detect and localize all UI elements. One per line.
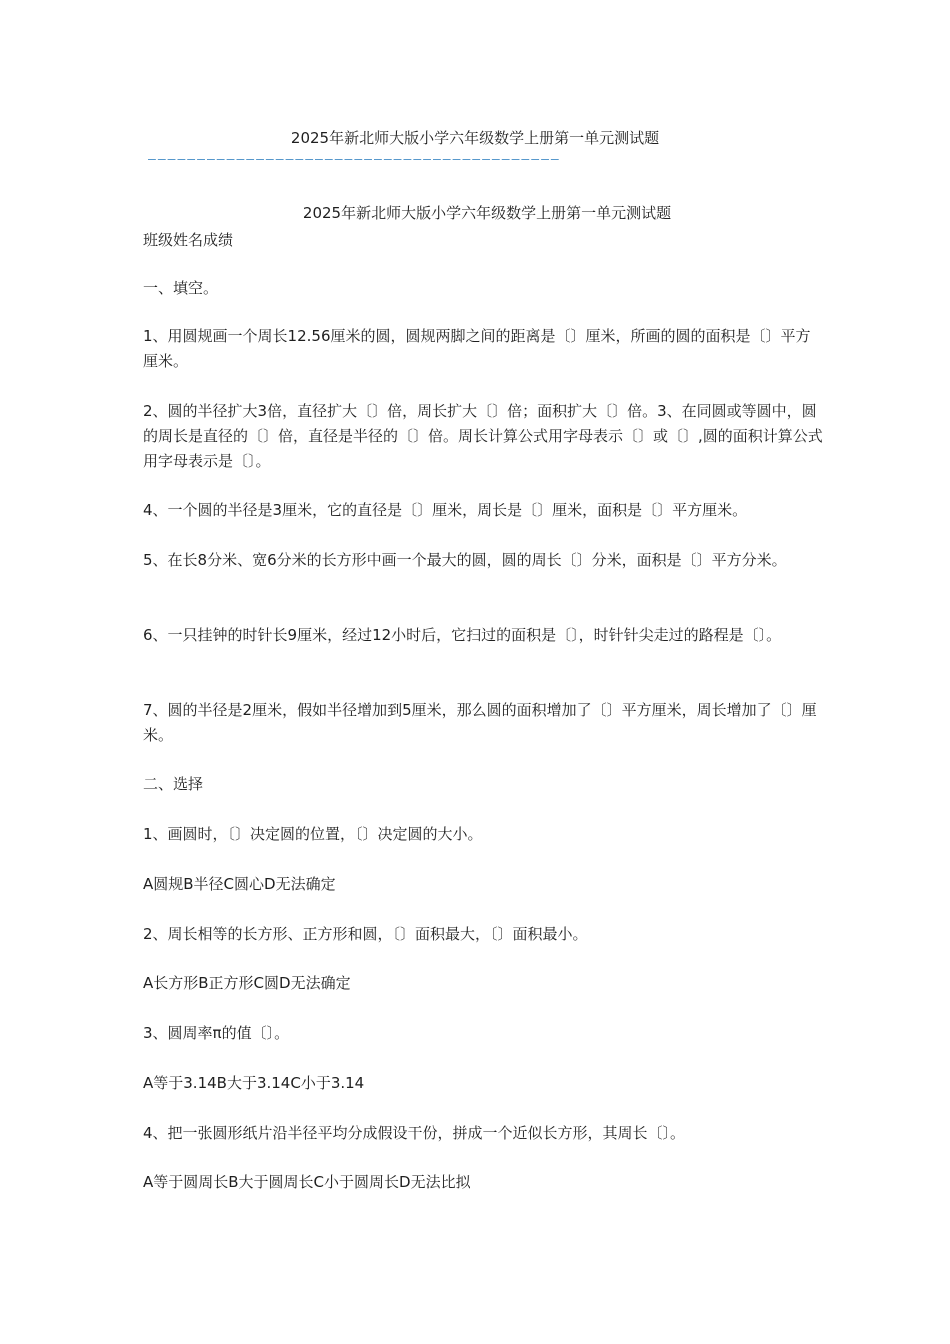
- question-choice-1-options: A圆规B半径C圆心D无法确定: [143, 875, 336, 893]
- question-choice-4: 4、把一张圆形纸片沿半径平均分成假设干份，拼成一个近似长方形，其周长〔〕。: [143, 1124, 686, 1142]
- section-heading-choice: 二、选择: [143, 775, 204, 793]
- question-fill-5: 5、在长8分米、宽6分米的长方形中画一个最大的圆，圆的周长〔〕分米，面积是〔〕平方分米。: [143, 551, 787, 569]
- document-title: 2025年新北师大版小学六年级数学上册第一单元测试题: [302, 204, 672, 222]
- question-fill-2-3: 2、圆的半径扩大3倍，直径扩大〔〕倍，周长扩大〔〕倍；面积扩大〔〕倍。3、在同圆或等圆中，圆的周长是直径的〔〕倍，直径是半径的〔〕倍。周长计算公式用字母表示〔〕或〔〕,圆的面积计算公式用字母表示是〔〕。: [143, 402, 823, 470]
- header-title: 2025年新北师大版小学六年级数学上册第一单元测试题: [290, 129, 660, 147]
- question-fill-6: 6、一只挂钟的时针长9厘米，经过12小时后，它扫过的面积是〔〕，时针针尖走过的路程是〔〕。: [143, 626, 782, 644]
- header-divider: ——————————————————————————————————————————: [148, 152, 561, 166]
- question-choice-2: 2、周长相等的长方形、正方形和圆，〔〕面积最大，〔〕面积最小。: [143, 925, 588, 943]
- question-fill-1: 1、用圆规画一个周长12.56厘米的圆，圆规两脚之间的距离是〔〕厘米，所画的圆的面积是〔〕平方厘米。: [143, 327, 811, 370]
- student-info-line: 班级姓名成绩: [143, 231, 234, 249]
- question-choice-4-options: A等于圆周长B大于圆周长C小于圆周长D无法比拟: [143, 1173, 471, 1191]
- question-fill-7: 7、圆的半径是2厘米，假如半径增加到5厘米，那么圆的面积增加了〔〕平方厘米，周长增加了〔〕厘米。: [143, 701, 817, 744]
- question-choice-1: 1、画圆时，〔〕决定圆的位置，〔〕决定圆的大小。: [143, 825, 483, 843]
- question-choice-2-options: A长方形B正方形C圆D无法确定: [143, 974, 351, 992]
- section-heading-fill-in: 一、填空。: [143, 279, 219, 297]
- question-fill-4: 4、一个圆的半径是3厘米，它的直径是〔〕厘米，周长是〔〕厘米，面积是〔〕平方厘米。: [143, 501, 748, 519]
- question-choice-3: 3、圆周率π的值〔〕。: [143, 1024, 290, 1042]
- question-choice-3-options: A等于3.14B大于3.14C小于3.14: [143, 1074, 365, 1092]
